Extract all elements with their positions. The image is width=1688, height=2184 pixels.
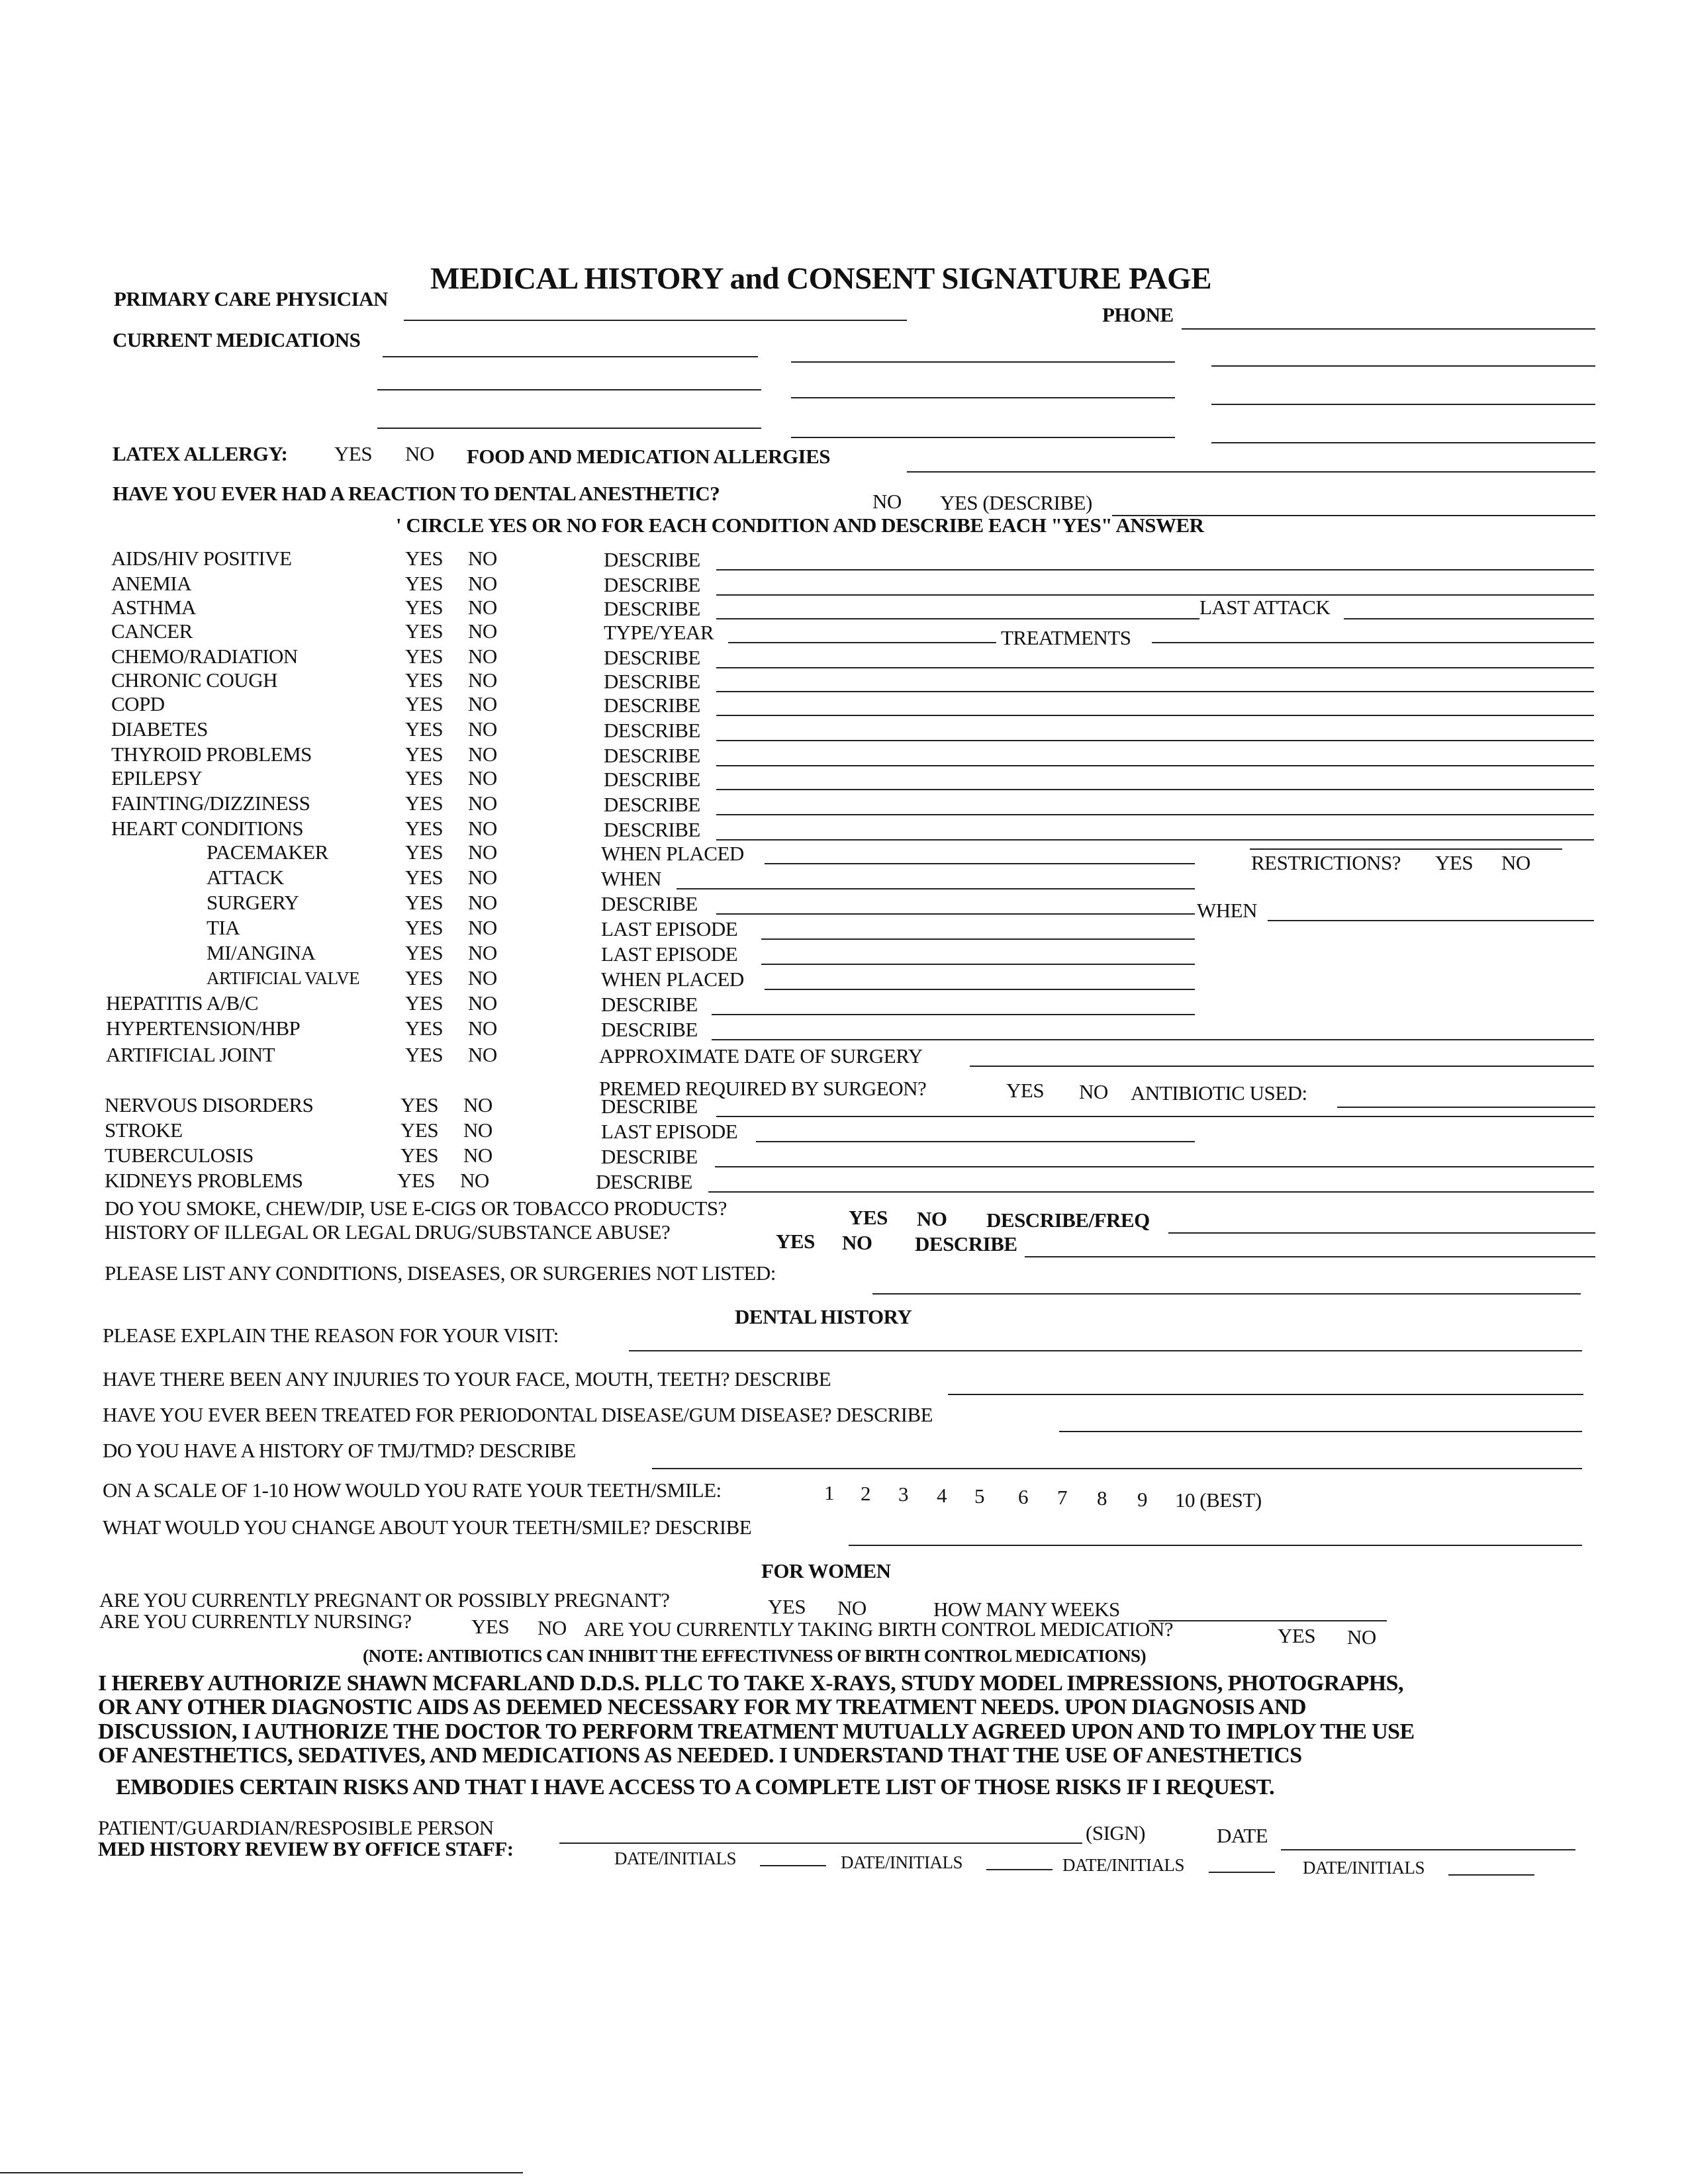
condition-field-attack[interactable] — [677, 888, 1195, 889]
birth-control-yes[interactable]: YES — [1278, 1624, 1316, 1647]
condition-field-surgery[interactable] — [716, 913, 1195, 915]
smoke-no[interactable]: NO — [917, 1207, 947, 1230]
other-conditions-label: PLEASE LIST ANY CONDITIONS, DISEASES, OR SURGERIES NOT LISTED: — [105, 1261, 776, 1285]
anesthetic-no[interactable]: NO — [872, 490, 902, 513]
smile-change-field[interactable] — [849, 1545, 1582, 1546]
condition-label-cancer: CANCER — [111, 619, 193, 643]
condition-field-fainting-dizziness[interactable] — [716, 814, 1594, 815]
condition-field-hepatitis-a-b-c[interactable] — [712, 1014, 1195, 1015]
condition-yes-artificial-valve[interactable]: YES — [405, 966, 444, 989]
condition-label-artificial-valve: ARTIFICIAL VALVE — [207, 968, 360, 988]
condition-no-epilepsy[interactable]: NO — [468, 766, 497, 790]
condition-yes-attack[interactable]: YES — [405, 866, 444, 889]
condition-no-attack[interactable]: NO — [468, 866, 497, 889]
condition-extra-cancer: TREATMENTS — [1001, 626, 1131, 649]
other-conditions-field[interactable] — [872, 1293, 1581, 1295]
authorization-line-2: OR ANY OTHER DIAGNOSTIC AIDS AS DEEMED NECESSARY FOR MY TREATMENT NEEDS. UPON DIAGNOSIS AND — [98, 1695, 1306, 1719]
condition-extra-yes-pacemaker[interactable]: YES — [1435, 851, 1474, 874]
condition-yes-tuberculosis[interactable]: YES — [400, 1144, 439, 1167]
medication-field-2[interactable] — [791, 361, 1175, 363]
condition-label-hypertension-hbp: HYPERTENSION/HBP — [106, 1017, 301, 1040]
condition-field-aids-hiv-positive[interactable] — [716, 569, 1594, 570]
condition-field-label-tia: LAST EPISODE — [601, 917, 738, 940]
smoke-yes[interactable]: YES — [849, 1206, 888, 1229]
condition-field-artificial-valve[interactable] — [765, 989, 1195, 990]
condition-label-chemo-radiation: CHEMO/RADIATION — [111, 645, 298, 668]
food-medication-allergies-field[interactable] — [907, 471, 1595, 473]
condition-yes-mi-angina[interactable]: YES — [405, 941, 444, 964]
pregnant-no[interactable]: NO — [837, 1596, 867, 1619]
medication-field-1[interactable] — [383, 356, 758, 357]
condition-field-label-heart-conditions: DESCRIBE — [604, 818, 700, 841]
dental-anesthetic-question: HAVE YOU EVER HAD A REACTION TO DENTAL ANESTHETIC? — [113, 482, 720, 505]
authorization-line-4: OF ANESTHETICS, SEDATIVES, AND MEDICATIONS AS NEEDED. I UNDERSTAND THAT THE USE OF ANESTHETICS — [98, 1743, 1302, 1768]
condition-field-label-attack: WHEN — [601, 867, 661, 890]
condition-field-label-tuberculosis: DESCRIBE — [601, 1145, 698, 1168]
condition-yes-kidneys-problems[interactable]: YES — [397, 1169, 436, 1192]
condition-no-mi-angina[interactable]: NO — [468, 941, 497, 964]
condition-field-label-mi-angina: LAST EPISODE — [601, 942, 738, 966]
medication-field-4[interactable] — [377, 389, 761, 390]
visit-reason-label: PLEASE EXPLAIN THE REASON FOR YOUR VISIT: — [103, 1324, 559, 1347]
birth-control-question: ARE YOU CURRENTLY TAKING BIRTH CONTROL MEDICATION? — [584, 1617, 1174, 1641]
smile-rating-6[interactable]: 6 — [1018, 1485, 1028, 1508]
how-many-weeks-field[interactable] — [1149, 1620, 1387, 1621]
condition-extra-field-asthma[interactable] — [1344, 618, 1594, 619]
condition-label-attack: ATTACK — [207, 866, 284, 889]
medication-field-3[interactable] — [1211, 365, 1595, 367]
condition-no-copd[interactable]: NO — [468, 692, 497, 715]
pregnant-yes[interactable]: YES — [768, 1595, 806, 1618]
smile-rating-4[interactable]: 4 — [937, 1483, 947, 1507]
nursing-yes[interactable]: YES — [471, 1615, 510, 1638]
condition-no-cancer[interactable]: NO — [468, 619, 497, 643]
injuries-field[interactable] — [948, 1394, 1583, 1395]
condition-field-chronic-cough[interactable] — [716, 691, 1594, 692]
condition-yes-artificial-joint[interactable]: YES — [405, 1043, 444, 1066]
condition-label-chronic-cough: CHRONIC COUGH — [111, 668, 277, 692]
smile-rating-2[interactable]: 2 — [861, 1482, 870, 1506]
condition-field-mi-angina[interactable] — [761, 964, 1195, 965]
condition-label-nervous-disorders: NERVOUS DISORDERS — [105, 1093, 314, 1116]
date-initials-label-4: DATE/INITIALS — [1303, 1858, 1425, 1878]
condition-yes-pacemaker[interactable]: YES — [405, 841, 444, 864]
condition-field-chemo-radiation[interactable] — [716, 667, 1594, 668]
condition-field-heart-conditions[interactable] — [716, 839, 1594, 841]
condition-no-artificial-joint[interactable]: NO — [468, 1043, 497, 1066]
condition-label-asthma: ASTHMA — [111, 596, 196, 619]
smile-change-label: WHAT WOULD YOU CHANGE ABOUT YOUR TEETH/SMILE? DESCRIBE — [103, 1516, 752, 1539]
food-medication-allergies-label: FOOD AND MEDICATION ALLERGIES — [467, 445, 831, 468]
condition-field-label-hypertension-hbp: DESCRIBE — [601, 1018, 698, 1041]
smile-rating-3[interactable]: 3 — [898, 1482, 908, 1506]
condition-field-label-kidneys-problems: DESCRIBE — [596, 1170, 692, 1193]
authorization-line-1: I HEREBY AUTHORIZE SHAWN MCFARLAND D.D.S. PLLC TO TAKE X-RAYS, STUDY MODEL IMPRESSIONS, PHOTOGRAPHS, — [98, 1671, 1403, 1696]
condition-label-diabetes: DIABETES — [111, 717, 208, 741]
condition-yes-thyroid-problems[interactable]: YES — [405, 743, 444, 766]
condition-field-label-fainting-dizziness: DESCRIBE — [604, 793, 700, 816]
premed-no[interactable]: NO — [1079, 1080, 1108, 1103]
condition-label-heart-conditions: HEART CONDITIONS — [111, 817, 304, 840]
condition-no-hepatitis-a-b-c[interactable]: NO — [468, 991, 497, 1015]
condition-extra-field-pacemaker[interactable] — [1250, 848, 1562, 850]
date-initials-label-1: DATE/INITIALS — [614, 1848, 736, 1868]
antibiotic-used-label: ANTIBIOTIC USED: — [1131, 1081, 1307, 1105]
condition-field-label-stroke: LAST EPISODE — [601, 1120, 738, 1143]
condition-field-thyroid-problems[interactable] — [716, 765, 1594, 766]
condition-field-label-artificial-joint: APPROXIMATE DATE OF SURGERY — [599, 1044, 923, 1068]
condition-yes-nervous-disorders[interactable]: YES — [400, 1093, 439, 1116]
condition-field-kidneys-problems[interactable] — [708, 1191, 1594, 1193]
condition-field-label-surgery: DESCRIBE — [601, 892, 698, 915]
condition-field-label-thyroid-problems: DESCRIBE — [604, 744, 700, 767]
condition-no-nervous-disorders[interactable]: NO — [463, 1093, 492, 1116]
condition-label-surgery: SURGERY — [207, 891, 299, 914]
sign-label: (SIGN) — [1086, 1821, 1145, 1844]
condition-label-aids-hiv-positive: AIDS/HIV POSITIVE — [111, 547, 292, 570]
condition-no-chronic-cough[interactable]: NO — [468, 668, 497, 692]
condition-no-heart-conditions[interactable]: NO — [468, 817, 497, 840]
drug-question: HISTORY OF ILLEGAL OR LEGAL DRUG/SUBSTANCE ABUSE? — [105, 1220, 671, 1244]
condition-label-pacemaker: PACEMAKER — [207, 841, 328, 864]
smile-rating-7[interactable]: 7 — [1057, 1486, 1067, 1510]
current-medications-label: CURRENT MEDICATIONS — [113, 328, 361, 351]
authorization-line-5: EMBODIES CERTAIN RISKS AND THAT I HAVE ACCESS TO A COMPLETE LIST OF THOSE RISKS IF I REQUEST. — [116, 1775, 1274, 1799]
latex-yes[interactable]: YES — [334, 442, 373, 465]
date-initials-field-4[interactable] — [1448, 1874, 1534, 1876]
condition-field-label-aids-hiv-positive: DESCRIBE — [604, 548, 700, 571]
smile-scale-question: ON A SCALE OF 1-10 HOW WOULD YOU RATE YOUR TEETH/SMILE: — [103, 1479, 722, 1502]
authorization-line-3: DISCUSSION, I AUTHORIZE THE DOCTOR TO PERFORM TREATMENT MUTUALLY AGREED UPON AND TO IMPLOY THE USE — [98, 1719, 1415, 1744]
condition-field-anemia[interactable] — [716, 594, 1594, 596]
smile-rating-9[interactable]: 9 — [1137, 1487, 1147, 1511]
condition-label-artificial-joint: ARTIFICIAL JOINT — [106, 1043, 275, 1066]
drug-no[interactable]: NO — [842, 1231, 872, 1254]
condition-field-tia[interactable] — [761, 938, 1195, 940]
condition-yes-hypertension-hbp[interactable]: YES — [405, 1017, 444, 1040]
signature-date-field[interactable] — [1281, 1849, 1575, 1850]
smoke-question: DO YOU SMOKE, CHEW/DIP, USE E-CIGS OR TOBACCO PRODUCTS? — [105, 1197, 727, 1220]
condition-no-aids-hiv-positive[interactable]: NO — [468, 547, 497, 570]
condition-field-label-hepatitis-a-b-c: DESCRIBE — [601, 993, 698, 1016]
primary-care-physician-label: PRIMARY CARE PHYSICIAN — [114, 287, 388, 310]
condition-yes-copd[interactable]: YES — [405, 692, 444, 715]
condition-field-label-chemo-radiation: DESCRIBE — [604, 646, 700, 669]
antibiotic-used-field[interactable] — [1337, 1107, 1595, 1108]
drug-describe-label: DESCRIBE — [915, 1232, 1017, 1255]
date-initials-label-2: DATE/INITIALS — [841, 1852, 962, 1872]
smile-rating-8[interactable]: 8 — [1097, 1486, 1107, 1510]
condition-field-label-cancer: TYPE/YEAR — [604, 621, 714, 644]
drug-describe-field[interactable] — [1025, 1256, 1595, 1257]
drug-yes[interactable]: YES — [776, 1230, 815, 1253]
date-initials-label-3: DATE/INITIALS — [1062, 1855, 1184, 1875]
for-women-heading: FOR WOMEN — [761, 1559, 891, 1582]
condition-field-label-asthma: DESCRIBE — [604, 597, 700, 620]
condition-field-label-epilepsy: DESCRIBE — [604, 768, 700, 791]
condition-extra-surgery: WHEN — [1197, 899, 1257, 922]
condition-field-nervous-disorders[interactable] — [716, 1116, 1594, 1117]
date-initials-field-3[interactable] — [1209, 1872, 1275, 1873]
condition-yes-surgery[interactable]: YES — [405, 891, 444, 914]
condition-field-asthma[interactable] — [716, 618, 1199, 619]
birth-control-no[interactable]: NO — [1347, 1625, 1376, 1649]
primary-care-physician-field[interactable] — [404, 320, 907, 321]
latex-allergy-label: LATEX ALLERGY: — [113, 442, 288, 465]
smile-rating-10[interactable]: 10 (BEST) — [1175, 1488, 1262, 1512]
condition-field-epilepsy[interactable] — [716, 789, 1594, 790]
condition-field-label-artificial-valve: WHEN PLACED — [601, 968, 744, 991]
medication-field-9[interactable] — [1211, 442, 1595, 443]
smoke-describe-field[interactable] — [1168, 1232, 1595, 1234]
periodontal-label: HAVE YOU EVER BEEN TREATED FOR PERIODONTAL DISEASE/GUM DISEASE? DESCRIBE — [103, 1403, 933, 1426]
med-history-review-label: MED HISTORY REVIEW BY OFFICE STAFF: — [98, 1837, 514, 1860]
medication-field-6[interactable] — [1211, 404, 1595, 405]
condition-no-artificial-valve[interactable]: NO — [468, 966, 497, 989]
condition-label-stroke: STROKE — [105, 1118, 183, 1142]
anesthetic-yes-describe[interactable]: YES (DESCRIBE) — [940, 491, 1092, 514]
condition-yes-heart-conditions[interactable]: YES — [405, 817, 444, 840]
condition-field-stroke[interactable] — [756, 1141, 1195, 1142]
periodontal-field[interactable] — [1059, 1431, 1582, 1432]
condition-label-tia: TIA — [207, 916, 240, 939]
medication-field-8[interactable] — [791, 437, 1175, 438]
nursing-no[interactable]: NO — [538, 1616, 567, 1639]
how-many-weeks-label: HOW MANY WEEKS — [933, 1598, 1120, 1621]
date-label: DATE — [1217, 1824, 1268, 1847]
condition-no-surgery[interactable]: NO — [468, 891, 497, 914]
condition-extra-pacemaker: RESTRICTIONS? — [1251, 851, 1401, 874]
latex-no[interactable]: NO — [405, 442, 434, 465]
condition-extra-field-cancer[interactable] — [1152, 642, 1594, 643]
condition-no-anemia[interactable]: NO — [468, 572, 497, 595]
condition-label-anemia: ANEMIA — [111, 572, 191, 595]
phone-label: PHONE — [1102, 303, 1174, 326]
condition-no-pacemaker[interactable]: NO — [468, 841, 497, 864]
page-title: MEDICAL HISTORY and CONSENT SIGNATURE PAGE — [430, 261, 1212, 296]
premed-question: PREMED REQUIRED BY SURGEON? — [599, 1077, 927, 1100]
patient-signature-label: PATIENT/GUARDIAN/RESPOSIBLE PERSON — [98, 1816, 494, 1839]
condition-field-hypertension-hbp[interactable] — [712, 1039, 1594, 1040]
condition-label-fainting-dizziness: FAINTING/DIZZINESS — [111, 792, 310, 815]
condition-yes-chronic-cough[interactable]: YES — [405, 668, 444, 692]
condition-field-label-anemia: DESCRIBE — [604, 573, 700, 596]
medication-field-5[interactable] — [791, 397, 1175, 398]
condition-yes-fainting-dizziness[interactable]: YES — [405, 792, 444, 815]
condition-yes-tia[interactable]: YES — [405, 916, 444, 939]
condition-field-label-chronic-cough: DESCRIBE — [604, 670, 700, 693]
condition-no-fainting-dizziness[interactable]: NO — [468, 792, 497, 815]
condition-field-tuberculosis[interactable] — [715, 1166, 1594, 1167]
condition-yes-chemo-radiation[interactable]: YES — [405, 645, 444, 668]
condition-yes-epilepsy[interactable]: YES — [405, 766, 444, 790]
phone-field[interactable] — [1182, 328, 1595, 330]
condition-label-mi-angina: MI/ANGINA — [207, 941, 316, 964]
condition-field-artificial-joint[interactable] — [970, 1066, 1594, 1067]
condition-yes-stroke[interactable]: YES — [400, 1118, 439, 1142]
nursing-question: ARE YOU CURRENTLY NURSING? — [99, 1610, 412, 1633]
condition-field-cancer[interactable] — [728, 642, 996, 643]
dental-history-heading: DENTAL HISTORY — [735, 1305, 912, 1328]
condition-no-stroke[interactable]: NO — [463, 1118, 492, 1142]
condition-label-thyroid-problems: THYROID PROBLEMS — [111, 743, 312, 766]
smile-rating-5[interactable]: 5 — [974, 1484, 984, 1508]
condition-no-tuberculosis[interactable]: NO — [463, 1144, 492, 1167]
condition-label-tuberculosis: TUBERCULOSIS — [105, 1144, 254, 1167]
scan-edge-line — [0, 2172, 523, 2173]
condition-field-label-nervous-disorders: DESCRIBE — [601, 1095, 698, 1118]
condition-field-label-copd: DESCRIBE — [604, 694, 700, 717]
condition-field-label-pacemaker: WHEN PLACED — [601, 842, 744, 865]
condition-field-diabetes[interactable] — [716, 740, 1594, 741]
premed-yes[interactable]: YES — [1006, 1079, 1045, 1102]
pregnant-question: ARE YOU CURRENTLY PREGNANT OR POSSIBLY PREGNANT? — [99, 1588, 670, 1612]
condition-yes-anemia[interactable]: YES — [405, 572, 444, 595]
tmj-label: DO YOU HAVE A HISTORY OF TMJ/TMD? DESCRIBE — [103, 1439, 576, 1462]
condition-extra-no-pacemaker[interactable]: NO — [1501, 851, 1530, 874]
smoke-describe-label: DESCRIBE/FREQ — [986, 1208, 1150, 1232]
date-initials-field-2[interactable] — [986, 1869, 1053, 1870]
smile-rating-1[interactable]: 1 — [824, 1481, 834, 1504]
condition-no-tia[interactable]: NO — [468, 916, 497, 939]
condition-label-epilepsy: EPILEPSY — [111, 766, 203, 790]
condition-no-asthma[interactable]: NO — [468, 596, 497, 619]
condition-yes-hepatitis-a-b-c[interactable]: YES — [405, 991, 444, 1015]
condition-no-thyroid-problems[interactable]: NO — [468, 743, 497, 766]
condition-no-chemo-radiation[interactable]: NO — [468, 645, 497, 668]
condition-no-kidneys-problems[interactable]: NO — [460, 1169, 489, 1192]
condition-field-copd[interactable] — [716, 715, 1594, 716]
condition-extra-field-surgery[interactable] — [1268, 920, 1594, 921]
patient-signature-field[interactable] — [559, 1843, 1082, 1844]
condition-label-copd: COPD — [111, 692, 165, 715]
visit-reason-field[interactable] — [629, 1350, 1582, 1351]
condition-no-diabetes[interactable]: NO — [468, 717, 497, 741]
condition-field-pacemaker[interactable] — [765, 863, 1195, 864]
circle-instruction: ' CIRCLE YES OR NO FOR EACH CONDITION AND DESCRIBE EACH "YES" ANSWER — [396, 514, 1204, 537]
condition-yes-aids-hiv-positive[interactable]: YES — [405, 547, 444, 570]
injuries-label: HAVE THERE BEEN ANY INJURIES TO YOUR FACE, MOUTH, TEETH? DESCRIBE — [103, 1367, 831, 1390]
condition-yes-cancer[interactable]: YES — [405, 619, 444, 643]
date-initials-field-1[interactable] — [760, 1865, 826, 1866]
condition-yes-diabetes[interactable]: YES — [405, 717, 444, 741]
medication-field-7[interactable] — [377, 428, 761, 429]
condition-field-label-diabetes: DESCRIBE — [604, 719, 700, 742]
condition-label-kidneys-problems: KIDNEYS PROBLEMS — [105, 1169, 303, 1192]
tmj-field[interactable] — [652, 1468, 1582, 1469]
condition-extra-asthma: LAST ATTACK — [1199, 596, 1331, 619]
condition-no-hypertension-hbp[interactable]: NO — [468, 1017, 497, 1040]
condition-label-hepatitis-a-b-c: HEPATITIS A/B/C — [106, 991, 258, 1015]
condition-yes-asthma[interactable]: YES — [405, 596, 444, 619]
antibiotics-note: (NOTE: ANTIBIOTICS CAN INHIBIT THE EFFECTIVNESS OF BIRTH CONTROL MEDICATIONS) — [363, 1646, 1147, 1666]
